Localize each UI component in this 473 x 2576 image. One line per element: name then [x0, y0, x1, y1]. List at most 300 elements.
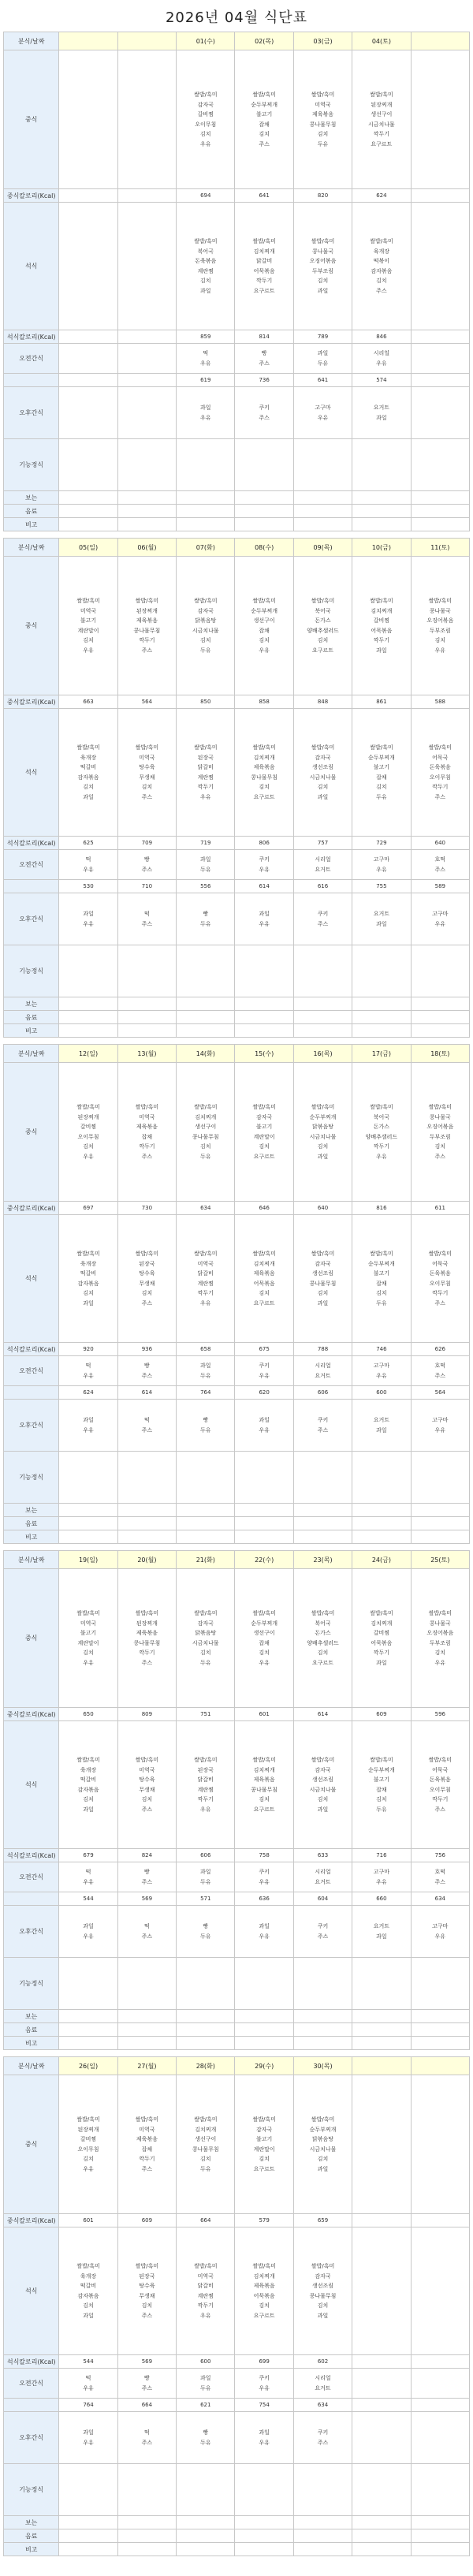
lunch-cell	[235, 557, 293, 695]
dinner-cell	[117, 1721, 176, 1849]
s2-cell	[235, 2023, 293, 2037]
late-cell	[59, 439, 117, 491]
lunch_kcal-cell: 611	[411, 1202, 469, 1215]
menu-item: 미역국	[80, 1620, 97, 1627]
snack2_kcal-cell: 634	[411, 1892, 469, 1906]
row-label-late: 기능정식	[4, 439, 59, 491]
menu-item: 김치	[317, 784, 329, 790]
menu-item: 김치찌개	[253, 1260, 275, 1267]
lunch_kcal-cell: 634	[177, 1202, 235, 1215]
menu-item: 계란찜	[197, 1786, 214, 1793]
lunch_kcal-cell: 848	[293, 695, 352, 709]
menu-item: 요구르트	[312, 1659, 334, 1666]
late-cell	[59, 1452, 117, 1504]
menu-item: 김치	[376, 784, 387, 790]
menu-item: 김치	[141, 784, 153, 790]
dinner-cell	[293, 1215, 352, 1343]
s1-cell	[352, 2516, 411, 2529]
menu-item: 생선조림	[312, 2283, 334, 2289]
menu-item: 쌀밥/흑미	[252, 1251, 276, 1257]
row-label-snack1: 오전간식	[4, 344, 59, 374]
day-header: 01(수)	[177, 32, 235, 50]
menu-item: 김치	[259, 1143, 270, 1150]
menu-item: 쌀밥/흑미	[428, 744, 452, 751]
s3-cell	[177, 1530, 235, 1544]
menu-item: 우유	[259, 1372, 270, 1379]
menu-item: 쿠키	[259, 404, 270, 411]
dinner-cell	[293, 1721, 352, 1849]
menu-item: 어묵볶음	[371, 1639, 393, 1646]
menu-item: 우유	[83, 1426, 94, 1433]
menu-item: 두유	[200, 2439, 211, 2446]
snack2-cell	[117, 1906, 176, 1958]
day-header: 10(금)	[352, 539, 411, 557]
snack2-cell	[411, 1400, 469, 1452]
menu-item: 콩나물국	[429, 1113, 451, 1120]
menu-item: 북어국	[197, 248, 214, 255]
menu-item: 순두부찌개	[309, 2126, 337, 2133]
menu-item: 닭볶음탕	[312, 2136, 334, 2142]
menu-item: 김치찌개	[253, 2272, 275, 2280]
snack1-cell	[117, 1862, 176, 1892]
late-cell	[293, 439, 352, 491]
lunch-cell	[411, 2075, 469, 2214]
s2-cell	[59, 1517, 117, 1530]
s2-cell	[117, 1517, 176, 1530]
week-table	[3, 32, 470, 531]
menu-item: 과일	[376, 1659, 387, 1666]
lunch-cell	[352, 2075, 411, 2214]
s1-cell	[293, 997, 352, 1011]
s2-cell	[177, 505, 235, 518]
lunch_kcal-cell	[59, 189, 117, 203]
menu-item: 깍두기	[139, 2156, 155, 2162]
dinner-cell	[59, 1721, 117, 1849]
menu-item: 갈비찜	[80, 2136, 97, 2142]
late-cell	[177, 1452, 235, 1504]
menu-item: 깍두기	[139, 1143, 155, 1150]
lunch_kcal-cell	[411, 189, 469, 203]
s2-cell	[117, 505, 176, 518]
menu-item: 쌀밥/흑미	[370, 744, 393, 751]
s1-cell	[177, 997, 235, 1011]
menu-item: 주스	[434, 793, 446, 800]
snack2-cell	[177, 893, 235, 945]
menu-item: 과일	[83, 2312, 94, 2319]
menu-item: 두유	[200, 866, 211, 873]
lunch_kcal-cell: 640	[293, 1202, 352, 1215]
s1-cell	[352, 2010, 411, 2023]
snack2_kcal-cell: 606	[293, 1386, 352, 1400]
menu-item: 된장찌개	[136, 1620, 158, 1627]
day-header: 14(화)	[177, 1045, 235, 1063]
menu-item: 김치	[141, 2302, 153, 2309]
menu-item: 우유	[317, 414, 329, 421]
menu-item: 과일	[259, 911, 270, 917]
dinner-cell	[293, 709, 352, 837]
lunch-cell	[59, 2075, 117, 2214]
menu-item: 요구르트	[253, 1153, 275, 1160]
menu-item: 육개장	[80, 1260, 97, 1267]
s1-cell	[235, 997, 293, 1011]
lunch-cell	[293, 557, 352, 695]
dinner_kcal-cell: 936	[117, 1343, 176, 1356]
dinner_kcal-cell: 824	[117, 1849, 176, 1862]
menu-item: 김치	[200, 637, 211, 643]
menu-item: 제육볶음	[136, 2136, 158, 2142]
s2-cell	[59, 2023, 117, 2037]
menu-item: 과일	[376, 1426, 387, 1433]
dinner-cell	[117, 709, 176, 837]
menu-item: 김치	[83, 1796, 94, 1802]
menu-item: 우유	[259, 1426, 270, 1433]
row-label-lunch: 중식	[4, 1569, 59, 1708]
snack2-cell	[235, 1906, 293, 1958]
menu-item: 요구르트	[371, 140, 393, 147]
s2-cell	[293, 505, 352, 518]
menu-item: 김치	[259, 784, 270, 790]
menu-item: 쌀밥/흑미	[252, 2263, 276, 2269]
snack2-cell	[59, 387, 117, 439]
snack1-cell	[235, 2369, 293, 2399]
row-label-dinner_kcal: 석식칼로리(Kcal)	[4, 2355, 59, 2369]
menu-item: 감자볶음	[77, 2292, 99, 2299]
row-label-s1: 보는	[4, 997, 59, 1011]
lunch_kcal-cell: 816	[352, 1202, 411, 1215]
menu-item: 과일	[376, 1933, 387, 1940]
menu-item: 닭볶음탕	[195, 1630, 217, 1636]
dinner_kcal-cell: 640	[411, 837, 469, 850]
menu-item: 시리얼	[315, 1869, 331, 1875]
menu-item: 우유	[200, 140, 211, 147]
snack2-cell	[293, 1400, 352, 1452]
menu-item: 쿠키	[259, 856, 270, 863]
snack2-cell	[352, 1906, 411, 1958]
menu-item: 돈가스	[315, 1630, 331, 1636]
menu-item: 잡채	[259, 1639, 270, 1646]
s1-cell	[177, 2516, 235, 2529]
row-label-lunch_kcal: 중식칼로리(Kcal)	[4, 695, 59, 709]
day-header: 27(월)	[117, 2057, 176, 2075]
menu-item: 우유	[200, 414, 211, 421]
s2-cell	[293, 1011, 352, 1024]
s2-cell	[411, 1011, 469, 1024]
menu-item: 주스	[259, 414, 270, 421]
menu-item: 우유	[83, 1659, 94, 1666]
menu-item: 돈육볶음	[429, 764, 451, 770]
menu-item: 미역국	[139, 754, 155, 761]
menu-item: 오이무침	[195, 121, 217, 128]
menu-item: 우유	[259, 1659, 270, 1666]
late-cell	[293, 2464, 352, 2516]
lunch-cell	[352, 557, 411, 695]
row-label-snack2_kcal	[4, 1386, 59, 1400]
snack2_kcal-cell: 604	[293, 1892, 352, 1906]
menu-item: 오이무침	[429, 1786, 451, 1793]
menu-item: 된장국	[197, 754, 214, 761]
menu-item: 김치	[83, 1143, 94, 1150]
menu-item: 생선조림	[312, 1270, 334, 1277]
dinner-cell	[411, 709, 469, 837]
menu-item: 쌀밥/흑미	[194, 91, 218, 98]
dinner-cell	[411, 1215, 469, 1343]
dinner-cell	[235, 2227, 293, 2355]
lunch-cell	[235, 50, 293, 189]
menu-item: 닭볶음탕	[195, 617, 217, 624]
lunch-cell	[59, 1063, 117, 1202]
menu-item: 과일	[317, 2312, 329, 2319]
menu-item: 김치	[434, 1650, 446, 1656]
s1-cell	[117, 2516, 176, 2529]
menu-item: 쌀밥/흑미	[135, 1251, 159, 1257]
menu-item: 우유	[434, 1426, 446, 1433]
menu-item: 김치	[200, 278, 211, 284]
s2-cell	[352, 1011, 411, 1024]
day-header: 19(일)	[59, 1551, 117, 1569]
row-label-s1: 보는	[4, 2010, 59, 2023]
s2-cell	[411, 1517, 469, 1530]
menu-item: 계란말이	[253, 1133, 275, 1140]
menu-item: 주스	[434, 1372, 446, 1379]
menu-item: 우유	[376, 1153, 387, 1160]
s3-cell	[59, 518, 117, 531]
row-label-lunch_kcal: 중식칼로리(Kcal)	[4, 2214, 59, 2227]
menu-item: 김치찌개	[195, 2126, 217, 2133]
menu-item: 감자국	[315, 2272, 331, 2280]
row-label-date: 분식/날짜	[4, 1045, 59, 1063]
dinner_kcal-cell: 569	[117, 2355, 176, 2369]
lunch-cell	[59, 1569, 117, 1708]
snack1-cell	[411, 2369, 469, 2399]
menu-item: 떡갈비	[80, 1270, 97, 1277]
snack2-cell	[177, 387, 235, 439]
day-header	[117, 32, 176, 50]
menu-item: 쌀밥/흑미	[135, 2116, 159, 2123]
menu-item: 호떡	[434, 1869, 446, 1875]
snack1-cell	[352, 344, 411, 374]
menu-item: 빵	[144, 856, 150, 863]
lunch-cell	[117, 557, 176, 695]
dinner_kcal-cell: 626	[411, 1343, 469, 1356]
menu-item: 김치	[83, 1290, 94, 1296]
menu-item: 콩나물국	[429, 1620, 451, 1627]
menu-item: 과일	[259, 2429, 270, 2436]
day-header: 21(화)	[177, 1551, 235, 1569]
menu-item: 쌀밥/흑미	[76, 744, 100, 751]
snack2-cell	[352, 1400, 411, 1452]
menu-item: 쌀밥/흑미	[370, 1757, 393, 1763]
dinner-cell	[59, 709, 117, 837]
menu-item: 갈비찜	[373, 617, 390, 624]
row-label-snack2_kcal	[4, 1892, 59, 1906]
menu-item: 요구르트	[253, 287, 275, 294]
menu-item: 탕수육	[139, 1776, 155, 1783]
row-label-snack1: 오전간식	[4, 850, 59, 880]
s3-cell	[352, 2543, 411, 2556]
s1-cell	[177, 491, 235, 505]
menu-item: 시리얼	[373, 350, 390, 356]
snack2-cell	[235, 387, 293, 439]
menu-item: 과일	[83, 2429, 94, 2436]
s1-cell	[411, 1504, 469, 1517]
menu-item: 과일	[200, 1869, 211, 1875]
menu-item: 잡채	[141, 2145, 153, 2153]
late-cell	[352, 1958, 411, 2010]
snack2-cell	[411, 2412, 469, 2464]
menu-item: 두부조림	[429, 627, 451, 634]
menu-item: 요구르트	[253, 2312, 275, 2319]
lunch-cell	[59, 557, 117, 695]
menu-item: 쌀밥/흑미	[311, 238, 335, 244]
menu-item: 주스	[317, 1426, 329, 1433]
menu-item: 쌀밥/흑미	[311, 2263, 335, 2269]
menu-item: 떡볶이	[373, 258, 390, 264]
row-label-lunch: 중식	[4, 1063, 59, 1202]
menu-item: 감자국	[256, 2126, 273, 2133]
dinner-cell	[235, 203, 293, 330]
s3-cell	[411, 1024, 469, 1038]
menu-item: 감자국	[197, 1620, 214, 1627]
lunch-cell	[117, 1063, 176, 1202]
dinner_kcal-cell: 625	[59, 837, 117, 850]
snack1-cell	[59, 2369, 117, 2399]
menu-item: 두유	[200, 1659, 211, 1666]
menu-item: 제육볶음	[253, 1776, 275, 1783]
menu-item: 감자국	[197, 101, 214, 108]
menu-item: 요구르트	[253, 1806, 275, 1813]
menu-item: 순두부찌개	[251, 101, 278, 108]
dinner_kcal-cell: 729	[352, 837, 411, 850]
row-label-snack2_kcal	[4, 880, 59, 893]
snack2_kcal-cell: 764	[177, 1386, 235, 1400]
row-label-s3: 비고	[4, 2037, 59, 2050]
menu-item: 탕수육	[139, 764, 155, 770]
menu-item: 두유	[376, 1806, 387, 1813]
dinner_kcal-cell: 544	[59, 2355, 117, 2369]
menu-item: 쌀밥/흑미	[370, 1251, 393, 1257]
row-label-snack2_kcal	[4, 2399, 59, 2412]
late-cell	[411, 1452, 469, 1504]
menu-item: 콩나물국	[429, 607, 451, 614]
menu-item: 쌀밥/흑미	[428, 1251, 452, 1257]
menu-item: 김치	[317, 637, 329, 643]
menu-item: 갈비찜	[197, 111, 214, 117]
menu-item: 쌀밥/흑미	[311, 598, 335, 604]
menu-item: 불고기	[256, 1124, 273, 1130]
menu-item: 두유	[200, 1153, 211, 1160]
menu-item: 요구르트	[253, 2165, 275, 2172]
row-label-dinner_kcal: 석식칼로리(Kcal)	[4, 837, 59, 850]
menu-item: 우유	[434, 1933, 446, 1940]
s1-cell	[352, 491, 411, 505]
row-label-dinner: 석식	[4, 1721, 59, 1849]
menu-item: 제육볶음	[136, 1630, 158, 1636]
lunch_kcal-cell: 664	[177, 2214, 235, 2227]
s1-cell	[59, 997, 117, 1011]
menu-item: 무생채	[139, 774, 155, 781]
menu-item: 깍두기	[197, 1290, 214, 1296]
late-cell	[117, 945, 176, 997]
dinner-cell	[59, 2227, 117, 2355]
lunch_kcal-cell	[117, 189, 176, 203]
menu-item: 고구마	[432, 911, 449, 917]
snack2_kcal-cell: 624	[59, 1386, 117, 1400]
s2-cell	[59, 505, 117, 518]
day-header: 03(금)	[293, 32, 352, 50]
row-label-s3: 비고	[4, 2543, 59, 2556]
day-header: 23(목)	[293, 1551, 352, 1569]
s3-cell	[177, 1024, 235, 1038]
menu-item: 계란찜	[197, 1280, 214, 1287]
s3-cell	[59, 2037, 117, 2050]
menu-item: 김치찌개	[371, 1620, 393, 1627]
lunch_kcal-cell: 614	[293, 1708, 352, 1721]
s1-cell	[411, 997, 469, 1011]
snack1-cell	[235, 1356, 293, 1386]
menu-item: 깍두기	[139, 637, 155, 643]
snack2_kcal-cell	[59, 374, 117, 387]
snack1-cell	[411, 850, 469, 880]
lunch_kcal-cell: 564	[117, 695, 176, 709]
menu-item: 북어국	[373, 1113, 390, 1120]
menu-item: 주스	[317, 1933, 329, 1940]
menu-item: 쌀밥/흑미	[76, 598, 100, 604]
row-label-s1: 보는	[4, 2516, 59, 2529]
menu-item: 쌀밥/흑미	[252, 1757, 276, 1763]
lunch-cell	[293, 50, 352, 189]
row-label-snack2: 오후간식	[4, 1400, 59, 1452]
menu-item: 쿠키	[259, 2375, 270, 2381]
s3-cell	[117, 2037, 176, 2050]
menu-item: 육개장	[80, 754, 97, 761]
snack2-cell	[293, 2412, 352, 2464]
day-header: 06(월)	[117, 539, 176, 557]
s1-cell	[117, 1504, 176, 1517]
menu-item: 우유	[83, 1933, 94, 1940]
lunch_kcal-cell: 596	[411, 1708, 469, 1721]
lunch-cell	[352, 1063, 411, 1202]
day-header: 28(화)	[177, 2057, 235, 2075]
menu-item: 깍두기	[197, 1796, 214, 1802]
menu-item: 어묵볶음	[371, 627, 393, 634]
menu-item: 계란찜	[197, 2292, 214, 2299]
menu-item: 된장국	[197, 1766, 214, 1773]
menu-item: 쌀밥/흑미	[194, 1104, 218, 1110]
menu-item: 된장국	[139, 2272, 155, 2280]
s1-cell	[352, 997, 411, 1011]
menu-item: 우유	[200, 793, 211, 800]
s2-cell	[352, 2529, 411, 2543]
menu-item: 쌀밥/흑미	[311, 1251, 335, 1257]
menu-item: 요거트	[373, 1417, 390, 1423]
lunch_kcal-cell: 601	[235, 1708, 293, 1721]
dinner-cell	[411, 203, 469, 330]
dinner-cell	[352, 203, 411, 330]
menu-item: 돈가스	[315, 617, 331, 624]
menu-item: 콩나물무침	[133, 1639, 161, 1646]
dinner-cell	[177, 709, 235, 837]
lunch-cell	[235, 1063, 293, 1202]
menu-item: 감자국	[315, 1766, 331, 1773]
menu-item: 고구마	[373, 856, 390, 863]
menu-item: 주스	[259, 360, 270, 367]
day-header: 12(일)	[59, 1045, 117, 1063]
dinner-cell	[177, 203, 235, 330]
menu-item: 쌀밥/흑미	[428, 1757, 452, 1763]
menu-item: 떡	[85, 2375, 91, 2381]
menu-item: 김치	[317, 2302, 329, 2309]
menu-item: 주스	[434, 1878, 446, 1885]
